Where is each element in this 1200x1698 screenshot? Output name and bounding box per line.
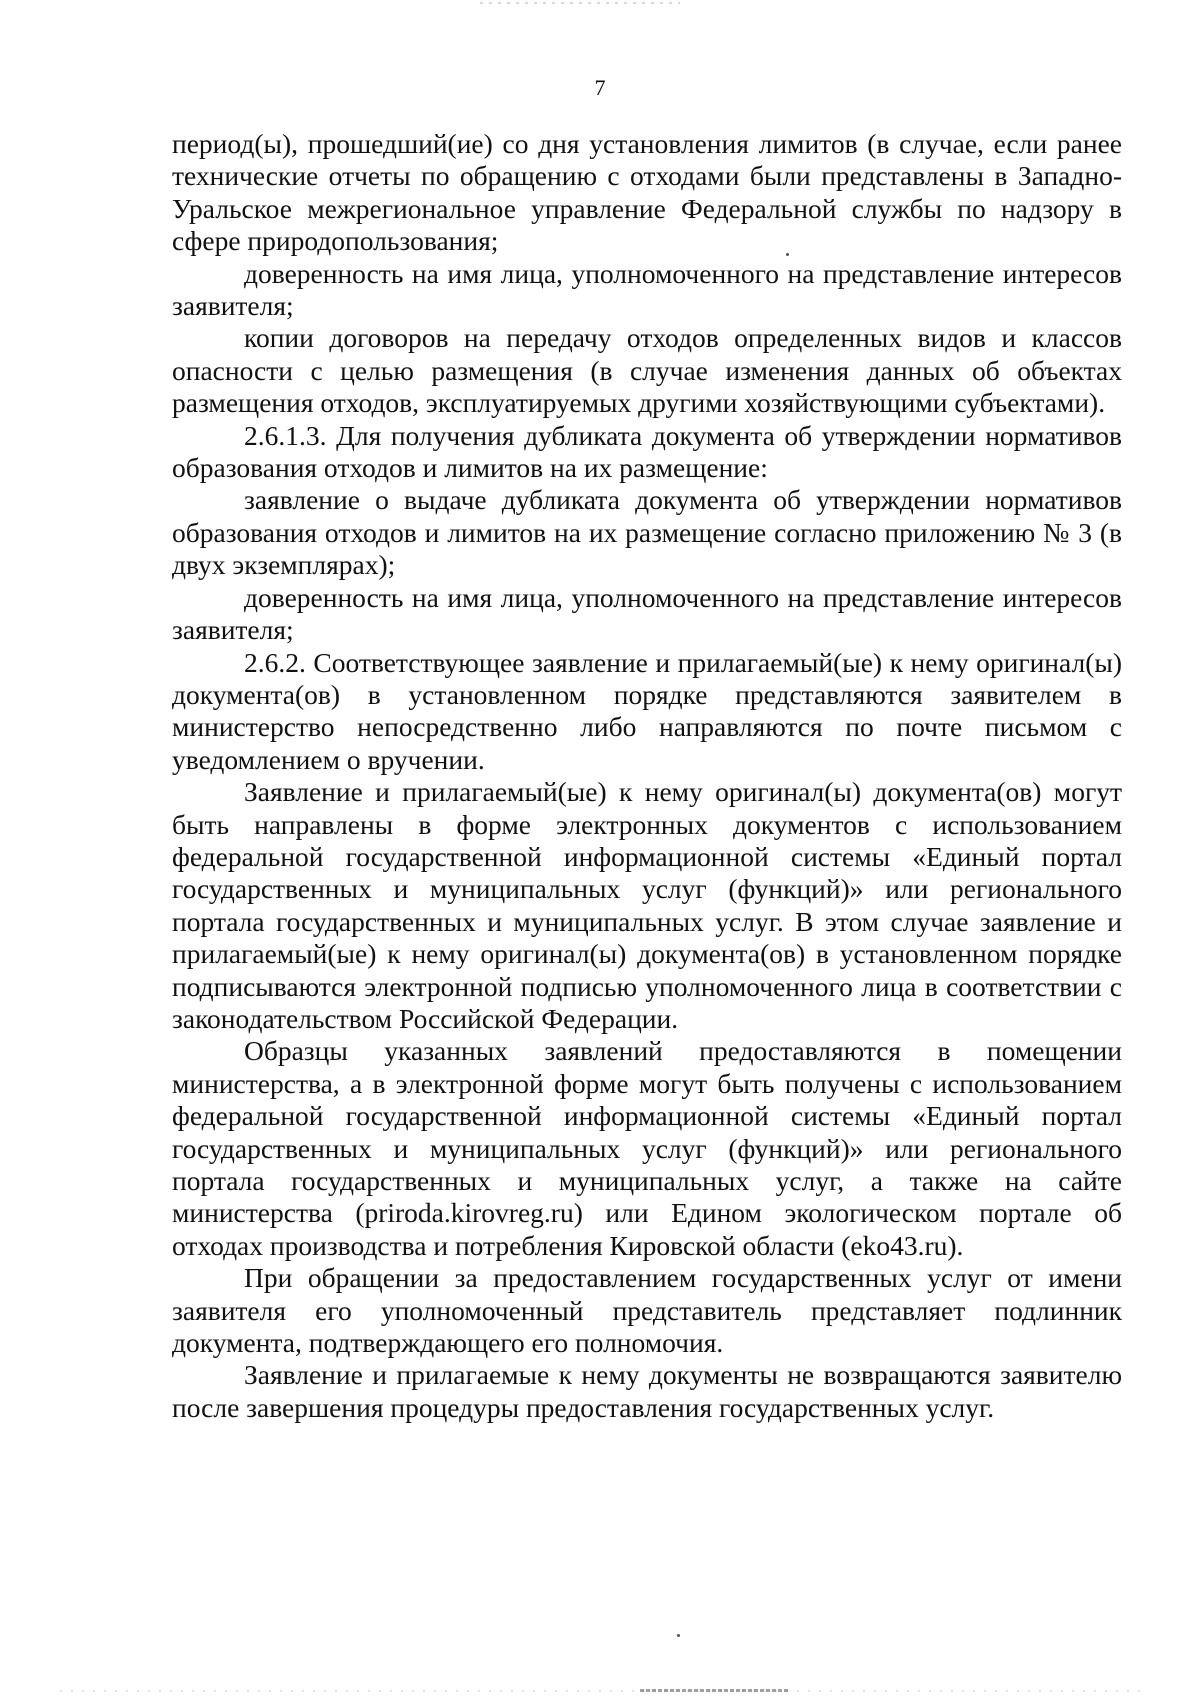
paragraph-4: 2.6.1.3. Для получения дубликата документа об утверждении нормативов образования отходов и лимитов на их размещение: (172, 419, 1122, 484)
scan-artifact-top (480, 2, 680, 4)
scan-speck (786, 253, 789, 256)
document-body (172, 128, 1122, 1424)
paragraph-9: Образцы указанных заявлений предоставляются в помещении министерства, а в электронной форме могут быть получены с использованием федеральной государственной информационной системы «Единый портал государственных и муниципальных услуг (функций)» или регионального портала государственных и муниципальных услуг, а также на сайте министерства (priroda.kirovreg.ru) или Едином экологическом портале об отходах производства и потребления Кировской области (eko43.ru). (172, 1035, 1122, 1261)
paragraph-7: 2.6.2. Соответствующее заявление и прилагаемый(ые) к нему оригинал(ы) документа(ов) в установленном порядке представляются заявителем в министерство непосредственно либо направляются по почте письмом с уведомлением о вручении. (172, 646, 1122, 775)
page-number: 7 (594, 75, 606, 100)
paragraph-8: Заявление и прилагаемый(ые) к нему оригинал(ы) документа(ов) могут быть направлены в форме электронных документов с использованием федеральной государственной информационной системы «Единый портал государственных и муниципальных услуг (функций)» или регионального портала государственных и муниципальных услуг. В этом случае заявление и прилагаемый(ые) к нему оригинал(ы) документа(ов) в установленном порядке подписываются электронной подписью уполномоченного лица в соответствии с законодательством Российской Федерации. (172, 776, 1122, 1034)
paragraph-5: заявление о выдаче дубликата документа об утверждении нормативов образования отходов и лимитов на их размещение согласно приложению № 3 (в двух экземплярах); (172, 484, 1122, 581)
paragraph-11: Заявление и прилагаемые к нему документы не возвращаются заявителю после завершения процедуры предоставления государственных услуг. (172, 1359, 1122, 1423)
scan-speck (677, 1634, 680, 1637)
paragraph-2: доверенность на имя лица, уполномоченного на представление интересов заявителя; (172, 257, 1122, 322)
scan-artifact-bottom (60, 1690, 1140, 1692)
paragraph-1: период(ы), прошедший(ие) со дня установления лимитов (в случае, если ранее технические отчеты по обращению с отходами были представлены в Западно-Уральское межрегиональное управление Федеральной службы по надзору в сфере природопользования; (172, 128, 1122, 257)
paragraph-3: копии договоров на передачу отходов определенных видов и классов опасности с целью размещения (в случае изменения данных об объектах размещения отходов, эксплуатируемых другими хозяйствующими субъектами). (172, 322, 1122, 419)
scan-artifact-bottom-dark (640, 1689, 790, 1692)
paragraph-6: доверенность на имя лица, уполномоченного на представление интересов заявителя; (172, 581, 1122, 646)
paragraph-10: При обращении за предоставлением государственных услуг от имени заявителя его уполномоченный представитель представляет подлинник документа, подтверждающего его полномочия. (172, 1262, 1122, 1359)
